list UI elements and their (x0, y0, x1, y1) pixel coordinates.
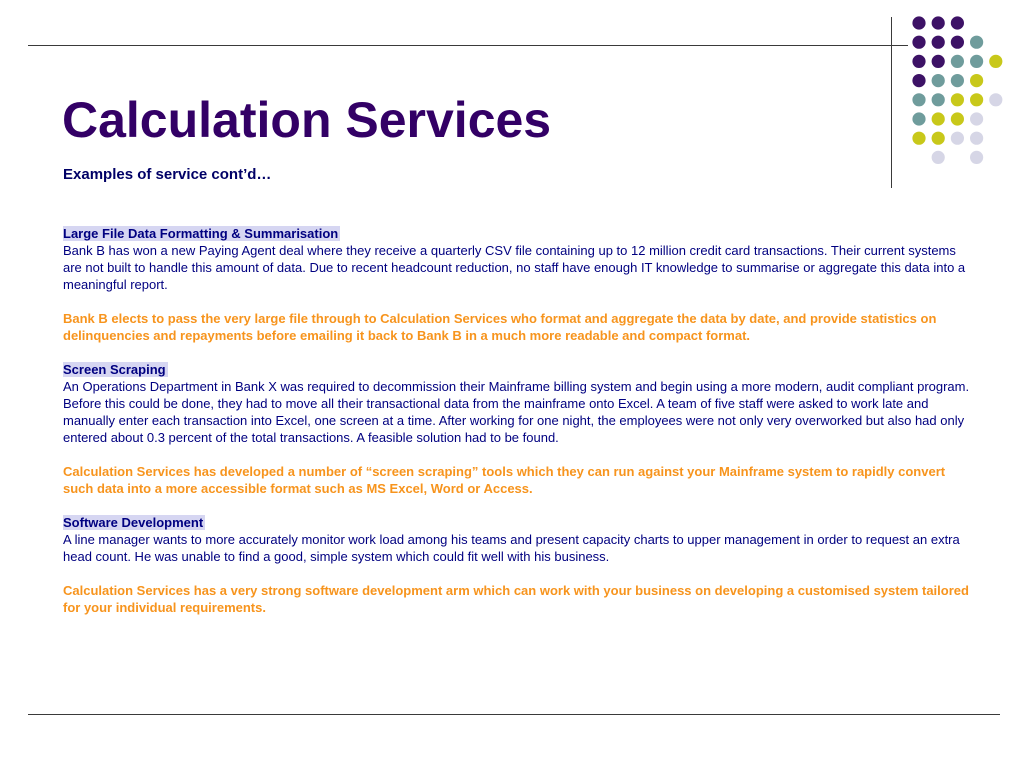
section-body-screen-scraping: An Operations Department in Bank X was required to decommission their Mainframe billing system and begin using a more modern, audit compliant program. Before this could be done, they had to move all their transactional data from the mainframe onto Excel. A team of five staff were asked to work late and manually enter each transaction into Excel, one screen at a time. After working for one night, the employees were not only very overworked but also had only entered about 0.3 percent of the total transactions. A feasible solution had to be found. (63, 379, 970, 445)
section-body-software-development: A line manager wants to more accurately monitor work load among his teams and present capacity charts to upper management in order to request an extra head count. He was unable to find a good, simple system which could fit well with his business. (63, 532, 960, 564)
decorative-dot (912, 16, 925, 29)
decorative-dot (932, 132, 945, 145)
page-subtitle: Examples of service cont’d… (63, 166, 272, 183)
section-highlight-software-development: Calculation Services has a very strong software development arm which can work with your business on developing a customised system tailored for your individual requirements. (63, 583, 969, 615)
decorative-dot (951, 36, 964, 49)
page-title: Calculation Services (62, 92, 552, 148)
decorative-dot (951, 132, 964, 145)
spacer (63, 446, 978, 463)
section-highlight-large-file: Bank B elects to pass the very large file through to Calculation Services who format and aggregate the data by date, and provide statistics on delinquencies and repayments before emailing it back to Bank B in a much more readable and compact format. (63, 311, 937, 343)
decorative-dot (912, 74, 925, 87)
decorative-dot (951, 55, 964, 68)
decorative-dot (932, 16, 945, 29)
decorative-dot (970, 93, 983, 106)
decorative-dot (970, 36, 983, 49)
section-heading-software-development: Software Development (63, 515, 204, 530)
decorative-dot (989, 93, 1002, 106)
decorative-dot (932, 93, 945, 106)
section-body-large-file: Bank B has won a new Paying Agent deal where they receive a quarterly CSV file containing up to 12 million credit card transactions. Their current systems are not built to handle this amount of data. Due to recent headcount reduction, no staff have enough IT knowledge to summarise or aggregate this data into a meaningful report. (63, 243, 966, 292)
decorative-dot (932, 151, 945, 164)
spacer (63, 344, 978, 361)
decorative-dot (912, 36, 925, 49)
decorative-dot (912, 132, 925, 145)
decorative-dot (932, 36, 945, 49)
decorative-dot (951, 74, 964, 87)
decorative-dot (912, 55, 925, 68)
decorative-dot (932, 55, 945, 68)
decorative-dot (970, 112, 983, 125)
decorative-dot (951, 16, 964, 29)
decorative-dot (970, 74, 983, 87)
decorative-dot (970, 151, 983, 164)
decorative-dot (951, 112, 964, 125)
decorative-dot (932, 112, 945, 125)
spacer (63, 497, 978, 514)
decorative-dot (912, 93, 925, 106)
section-heading-large-file: Large File Data Formatting & Summarisation (63, 226, 339, 241)
spacer (63, 565, 978, 582)
decorative-dot (951, 93, 964, 106)
content-body (63, 225, 978, 616)
spacer (63, 293, 978, 310)
decorative-dot (912, 112, 925, 125)
decorative-dot (932, 74, 945, 87)
decorative-dot (970, 55, 983, 68)
bottom-divider (28, 714, 1000, 715)
decorative-dot (970, 132, 983, 145)
section-heading-screen-scraping: Screen Scraping (63, 362, 166, 377)
section-highlight-screen-scraping: Calculation Services has developed a number of “screen scraping” tools which they can run against your Mainframe system to rapidly convert such data into a more accessible format such as MS Excel, Word or Access. (63, 464, 946, 496)
decorative-dot (989, 55, 1002, 68)
